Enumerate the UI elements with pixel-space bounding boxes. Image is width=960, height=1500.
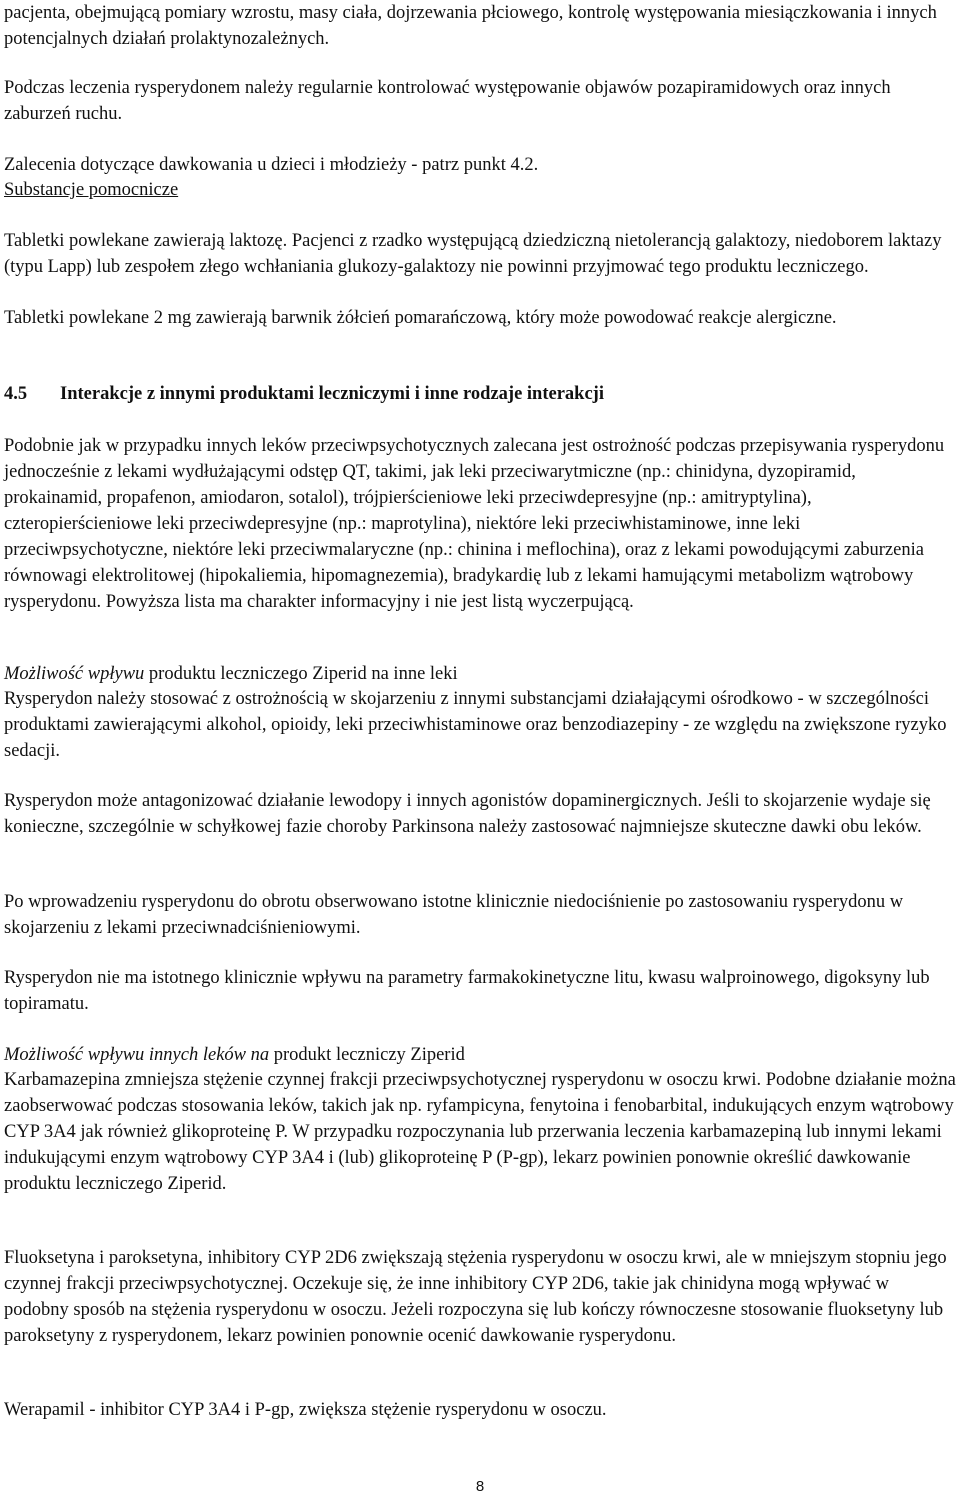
- paragraph-lithium: Rysperydon nie ma istotnego klinicznie wpływu na parametry farmakokinetyczne litu, kwasu walproinowego, digoksyny lub topiramatu.: [4, 968, 930, 1014]
- page-number: 8: [475, 1478, 485, 1495]
- paragraph-verapamil: Werapamil - inhibitor CYP 3A4 i P-gp, zwiększa stężenie rysperydonu w osoczu.: [4, 1400, 607, 1420]
- paragraph-fluoxetine: Fluoksetyna i paroksetyna, inhibitory CYP 2D6 zwiększają stężenia rysperydonu w osoczu krwi, ale w mniejszym stopniu jego czynnej frakcji przeciwpsychotycznej. Oczekuje się, że inne inhibitory CYP 2D6, takie jak chinidyna mogą wpływać w podobny sposób na stężenia rysperydonu w osoczu. Jeżeli rozpoczyna się lub kończy równoczesne stosowanie fluoksetyny lub paroksetyny z rysperydonem, lekarz powinien ponownie ocenić dawkowanie rysperydonu.: [4, 1248, 947, 1346]
- paragraph-colorant: Tabletki powlekane 2 mg zawierają barwnik żółcień pomarańczową, który może powodować reakcje alergiczne.: [4, 308, 837, 328]
- paragraph-carbamazepine: Karbamazepina zmniejsza stężenie czynnej frakcji przeciwpsychotycznej rysperydonu w osoczu krwi. Podobne działanie można zaobserwować podczas stosowania leków, takich jak np. ryfampicyna, fenytoina i fenobarbital, indukujących enzym wątrobowy CYP 3A4 jak również glikoproteinę P. W przypadku rozpoczynania lub przerwania leczenia karbamazepiną lub innymi lekami indukującymi enzym wątrobowy CYP 3A4 i (lub) glikoproteinę P (P-gp), lekarz powinien ponownie określić dawkowanie produktu leczniczego Ziperid.: [4, 1070, 956, 1194]
- paragraph-cns-sedation: Rysperydon należy stosować z ostrożnością w skojarzeniu z innymi substancjami działającymi ośrodkowo - w szczególności produktami zawierającymi alkohol, opioidy, leki przeciwhistaminowe oraz benzodiazepiny - ze względu na zwiększone ryzyko sedacji.: [4, 689, 947, 761]
- subheading-effect-on-other-drugs: [4, 661, 956, 687]
- excipients-heading: Substancje pomocnicze: [4, 180, 179, 200]
- paragraph-levodopa: Rysperydon może antagonizować działanie lewodopy i innych agonistów dopaminergicznych. Jeśli to skojarzenie wydaje się konieczne, szczególnie w schyłkowej fazie choroby Parkinsona należy zastosować najmniejsze skuteczne dawki obu leków.: [4, 791, 931, 837]
- section-title: Interakcje z innymi produktami leczniczymi i inne rodzaje interakcji: [60, 384, 604, 404]
- section-heading: [4, 381, 956, 407]
- subheading-rest: produktu leczniczego Ziperid na inne leki: [144, 664, 458, 684]
- paragraph-continuation: pacjenta, obejmującą pomiary wzrostu, masy ciała, dojrzewania płciowego, kontrolę występowania miesiączkowania i innych potencjalnych działań prolaktynozależnych.: [4, 3, 937, 49]
- paragraph-dosing-reference: Zalecenia dotyczące dawkowania u dzieci i młodzieży - patrz punkt 4.2.: [4, 155, 539, 175]
- paragraph-lactose: Tabletki powlekane zawierają laktozę. Pacjenci z rzadko występującą dziedziczną nietolerancją galaktozy, niedoborem laktazy (typu Lapp) lub zespołem złego wchłaniania glukozy-galaktozy nie powinni przyjmować tego produktu leczniczego.: [4, 231, 942, 277]
- paragraph-qt-interactions: Podobnie jak w przypadku innych leków przeciwpsychotycznych zalecana jest ostrożność podczas przepisywania rysperydonu jednocześnie z lekami wydłużającymi odstęp QT, takimi, jak leki przeciwarytmiczne (np.: chinidyna, dyzopiramid, prokainamid, propafenon, amiodaron, sotalol), trójpierścieniowe leki przeciwdepresyjne (np.: amitryptylina), czteropierścieniowe leki przeciwdepresyjne (np.: maprotylina), niektóre leki przeciwhistaminowe, inne leki przeciwpsychotyczne, niektóre leki przeciwmalaryczne (np.: chinina i meflochina), oraz z lekami powodującymi zaburzenia równowagi elektrolitowej (hipokaliemia, hipomagnezemia), bradykardię lub z lekami hamującymi metabolizm wątrobowy rysperydonu. Powyższa lista ma charakter informacyjny i nie jest listą wyczerpującą.: [4, 436, 945, 612]
- paragraph-extrapyramidal: Podczas leczenia rysperydonem należy regularnie kontrolować występowanie objawów pozapiramidowych oraz innych zaburzeń ruchu.: [4, 78, 891, 124]
- subheading-italic: Możliwość wpływu: [4, 664, 145, 684]
- paragraph-hypotension: Po wprowadzeniu rysperydonu do obrotu obserwowano istotne klinicznie niedociśnienie po zastosowaniu rysperydonu w skojarzeniu z lekami przeciwnadciśnieniowymi.: [4, 892, 904, 938]
- subheading-effect-of-other-drugs: [4, 1042, 956, 1068]
- subheading-italic: Możliwość wpływu innych leków na: [4, 1045, 270, 1065]
- section-number: 4.5: [4, 384, 28, 404]
- subheading-rest: produkt leczniczy Ziperid: [269, 1045, 465, 1065]
